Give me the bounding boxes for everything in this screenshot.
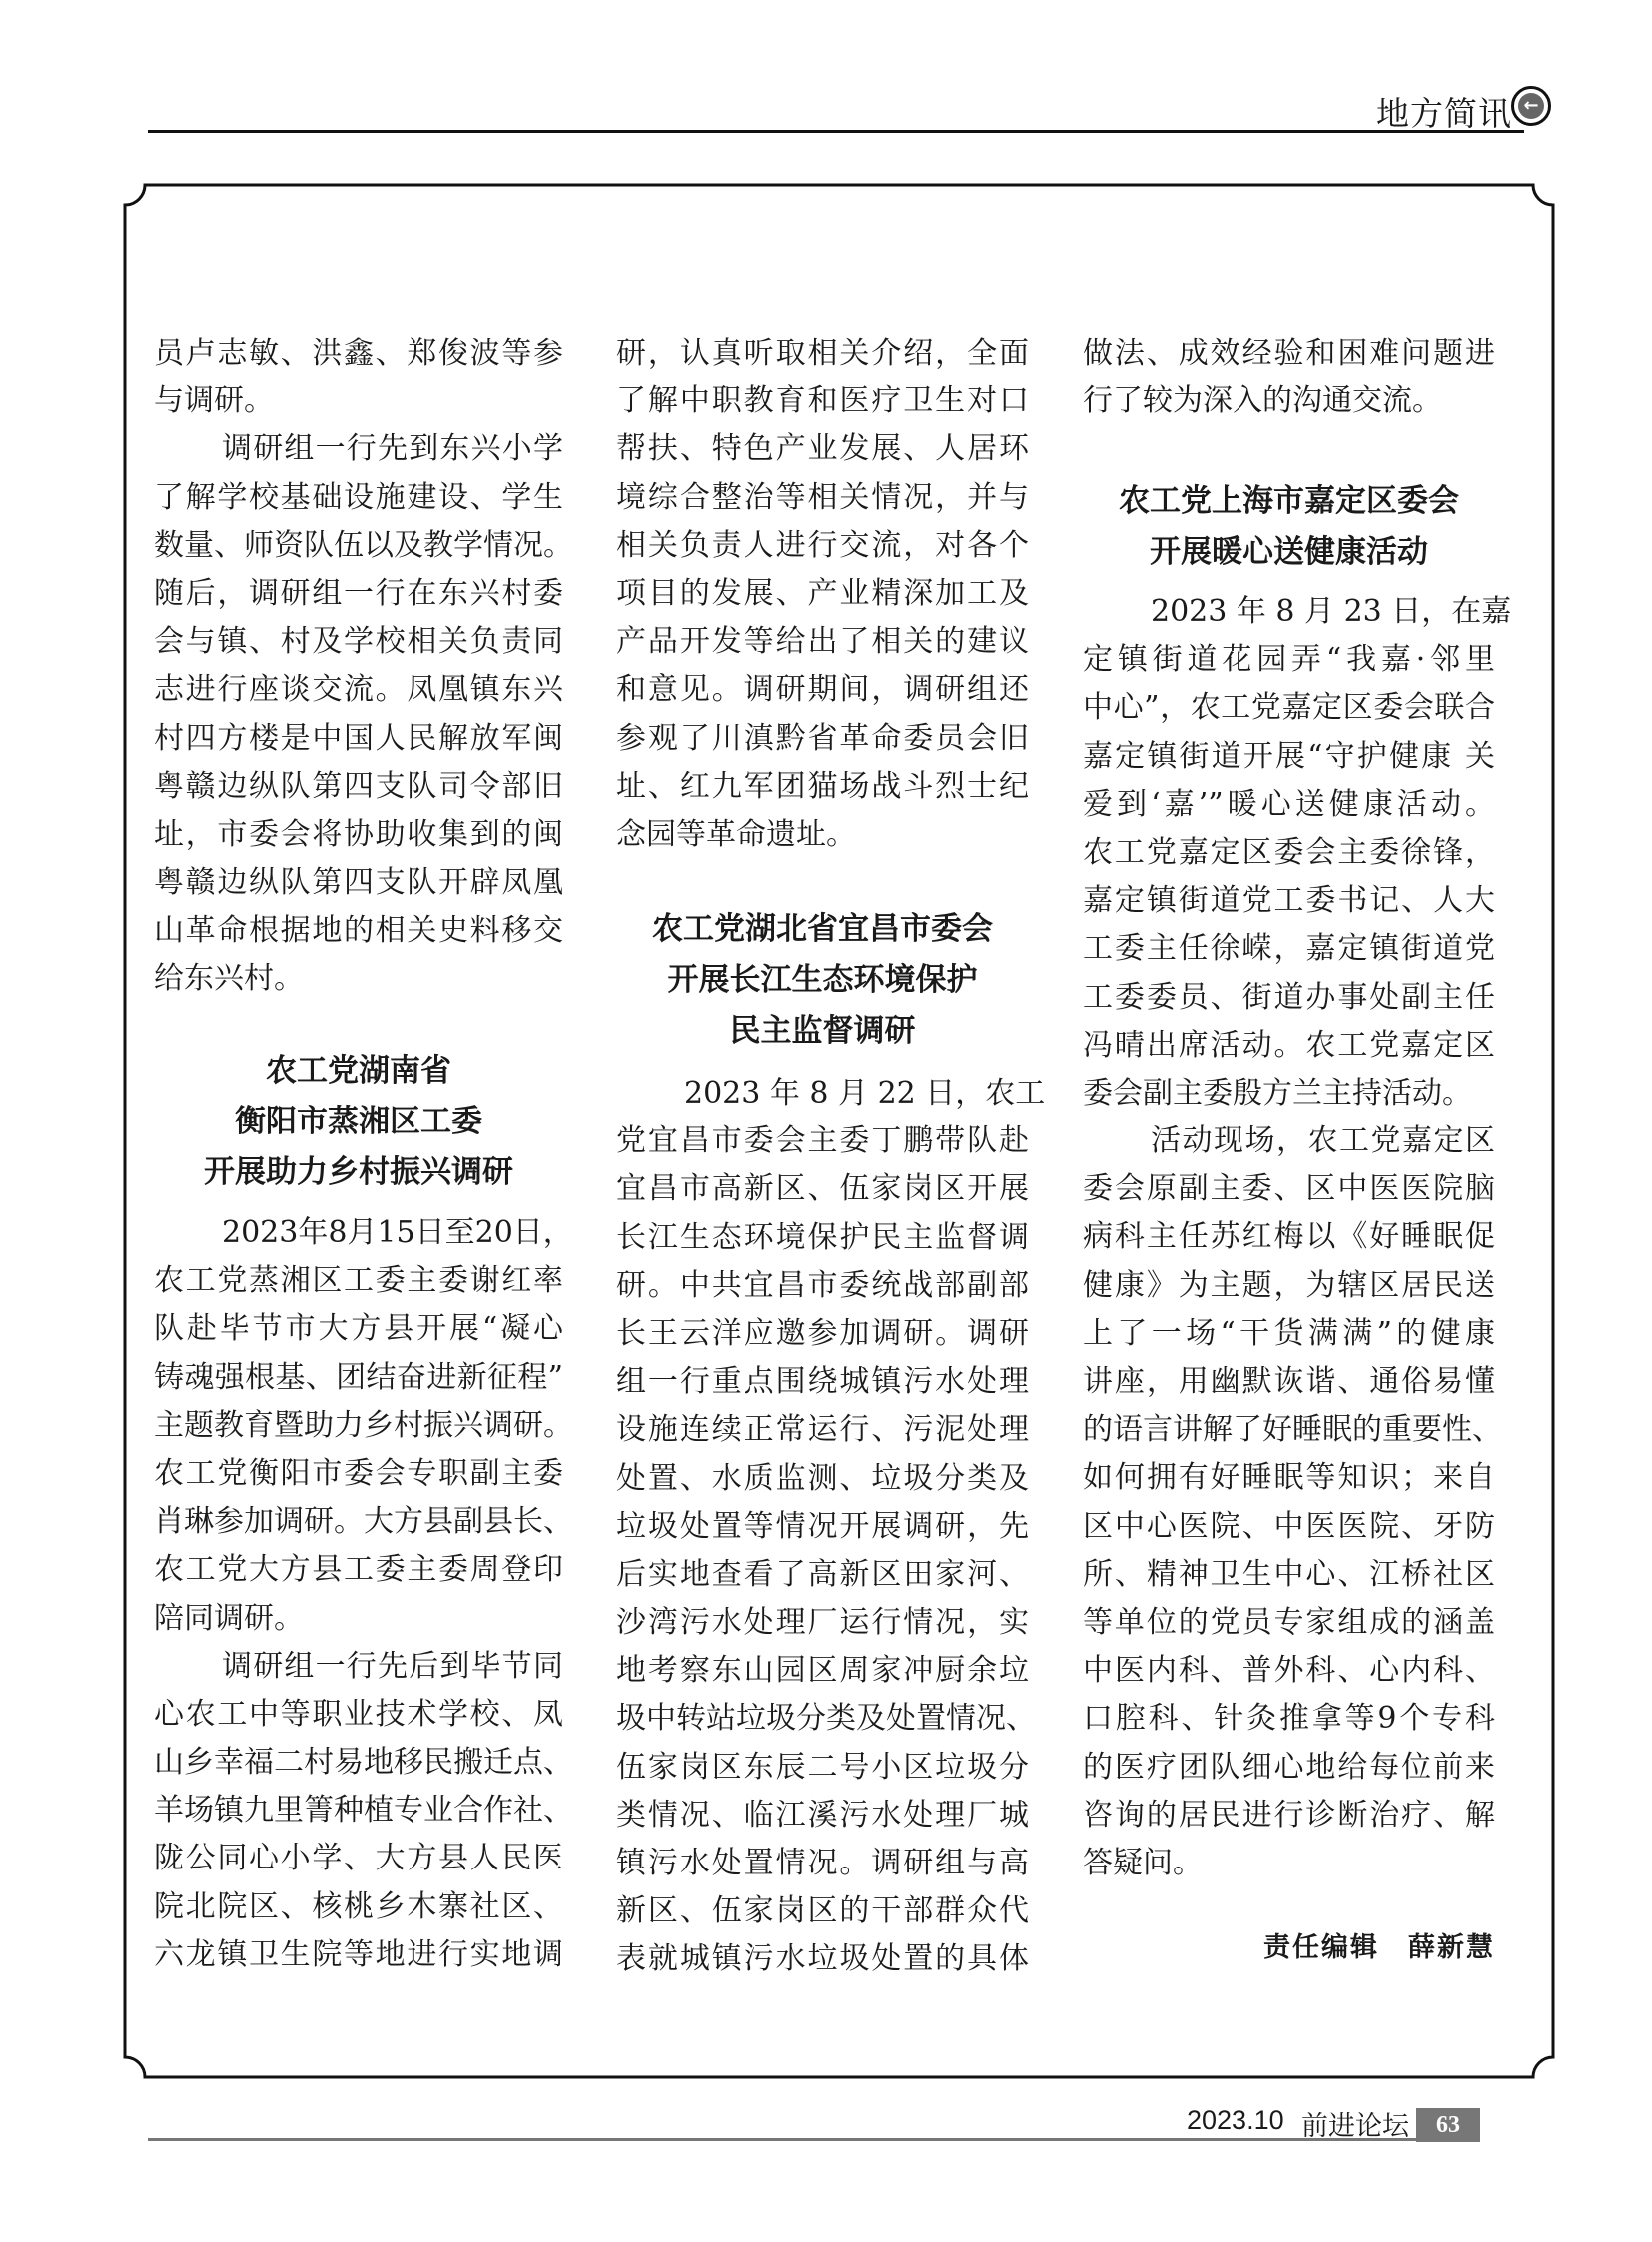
text-line: 数量、师资队伍以及教学情况。 xyxy=(154,527,573,563)
article-text xyxy=(616,1070,1046,1984)
text-line: 六龙镇卫生院等地进行实地调 xyxy=(154,1936,563,1972)
text-line: 冯晴出席活动。农工党嘉定区 xyxy=(1083,1027,1495,1063)
heading-line: 开展长江生态环境保护 xyxy=(667,962,978,998)
text-line: 员卢志敏、洪鑫、郑俊波等参 xyxy=(154,336,563,371)
text-line: 行了较为深入的沟通交流。 xyxy=(1083,383,1442,419)
text-line: 研，认真听取相关介绍，全面 xyxy=(616,336,1029,371)
text-line: 农工党大方县工委主委周登印 xyxy=(154,1552,563,1588)
footer-rule xyxy=(148,2138,1438,2141)
article-heading xyxy=(616,904,1029,1057)
text-line: 院北院区、核桃乡木寨社区、 xyxy=(154,1888,563,1924)
article-heading xyxy=(154,1046,563,1198)
text-line: 心农工中等职业技术学校、凤 xyxy=(154,1696,563,1732)
text-line: 新区、伍家岗区的干部群众代 xyxy=(616,1893,1029,1929)
article-text xyxy=(1083,588,1512,1887)
text-line: 讲座，用幽默诙谐、通俗易懂 xyxy=(1083,1364,1495,1399)
text-line: 处置、水质监测、垃圾分类及 xyxy=(616,1460,1029,1496)
text-line: 中心”，农工党嘉定区委会联合 xyxy=(1083,690,1495,726)
text-line: 念园等革命遗址。 xyxy=(616,816,856,852)
text-line: 农工党嘉定区委会主委徐锋， xyxy=(1083,834,1495,870)
text-line: 爱到‘嘉’”暖心送健康活动。 xyxy=(1083,786,1495,822)
text-line: 病科主任苏红梅以《好睡眠促 xyxy=(1083,1219,1495,1255)
text-line: 志进行座谈交流。凤凰镇东兴 xyxy=(154,672,563,708)
text-line: 宜昌市高新区、伍家岗区开展 xyxy=(616,1171,1029,1207)
heading-line: 农工党湖南省 xyxy=(266,1053,451,1089)
text-line: 的语言讲解了好睡眠的重要性、 xyxy=(1083,1412,1502,1448)
text-line: 研。中共宜昌市委统战部副部 xyxy=(616,1267,1029,1303)
magazine-name: 前进论坛 xyxy=(1301,2111,1409,2142)
text-line: 址、红九军团猫场战斗烈士纪 xyxy=(616,768,1029,804)
text-line: 境综合整治等相关情况，并与 xyxy=(616,479,1029,515)
text-line: 圾中转站垃圾分类及处置情况、 xyxy=(616,1701,1036,1737)
text-line: 主题教育暨助力乡村振兴调研。 xyxy=(154,1407,573,1443)
page-number: 63 xyxy=(1416,2108,1480,2142)
article-text xyxy=(154,330,573,1004)
text-line: 表就城镇污水垃圾处置的具体 xyxy=(616,1941,1029,1977)
text-line: 委会原副主委、区中医医院脑 xyxy=(1083,1171,1495,1207)
text-line: 和意见。调研期间，调研组还 xyxy=(616,672,1029,708)
text-line: 址，市委会将协助收集到的闽 xyxy=(154,816,563,852)
text-line: 健康》为主题，为辖区居民送 xyxy=(1083,1267,1495,1303)
text-line: 类情况、临江溪污水处理厂城 xyxy=(616,1797,1029,1833)
heading-line: 开展暖心送健康活动 xyxy=(1150,534,1428,570)
text-line: 咨询的居民进行诊断治疗、解 xyxy=(1083,1797,1495,1833)
text-line: 活动现场，农工党嘉定区 xyxy=(1151,1123,1495,1159)
text-line: 陇公同心小学、大方县人民医 xyxy=(154,1841,563,1876)
text-line: 组一行重点围绕城镇污水处理 xyxy=(616,1364,1029,1400)
text-line: 肖琳参加调研。大方县副县长、 xyxy=(154,1504,573,1540)
text-line: 与调研。 xyxy=(154,383,274,419)
text-line: 帮扶、特色产业发展、人居环 xyxy=(616,431,1029,467)
article-text xyxy=(154,1209,573,1979)
heading-line: 衡阳市蒸湘区工委 xyxy=(235,1104,482,1139)
text-line: 等单位的党员专家组成的涵盖 xyxy=(1083,1604,1495,1640)
text-line: 调研组一行先后到毕节同 xyxy=(222,1648,563,1684)
text-line: 给东兴村。 xyxy=(154,961,304,997)
text-line: 2023年8月15日至20日， xyxy=(222,1215,573,1250)
text-line: 伍家岗区东辰二号小区垃圾分 xyxy=(616,1749,1029,1785)
text-line: 铸魂强根基、团结奋进新征程” xyxy=(154,1359,563,1395)
text-line: 如何拥有好睡眠等知识；来自 xyxy=(1083,1460,1495,1496)
text-line: 设施连续正常运行、污泥处理 xyxy=(616,1412,1029,1448)
text-line: 山革命根据地的相关史料移交 xyxy=(154,913,563,949)
text-line: 村四方楼是中国人民解放军闽 xyxy=(154,720,563,756)
text-line: 垃圾处置等情况开展调研，先 xyxy=(616,1508,1029,1544)
text-line: 粤赣边纵队第四支队司令部旧 xyxy=(154,768,563,804)
text-line: 会与镇、村及学校相关负责同 xyxy=(154,624,563,660)
text-line: 工委主任徐嵘，嘉定镇街道党 xyxy=(1083,931,1495,967)
text-line: 2023 年 8 月 22 日，农工 xyxy=(684,1076,1046,1111)
editor-name: 薛新慧 xyxy=(1408,1932,1495,1963)
text-line: 长王云洋应邀参加调研。调研 xyxy=(616,1315,1029,1351)
article-text xyxy=(1083,330,1495,425)
text-line: 了解中职教育和医疗卫生对口 xyxy=(616,383,1029,419)
text-line: 参观了川滇黔省革命委员会旧 xyxy=(616,720,1029,756)
text-line: 项目的发展、产业精深加工及 xyxy=(616,575,1029,611)
text-line: 上了一场“干货满满”的健康 xyxy=(1083,1315,1495,1351)
text-line: 嘉定镇街道党工委书记、人大 xyxy=(1083,883,1495,919)
text-line: 的医疗团队细心地给每位前来 xyxy=(1083,1749,1495,1785)
editor-label: 责任编辑 xyxy=(1263,1932,1379,1963)
text-line: 定镇街道花园弄“我嘉·邻里 xyxy=(1083,642,1495,678)
text-line: 农工党蒸湘区工委主委谢红率 xyxy=(154,1263,563,1299)
editor-signature xyxy=(1263,1925,1495,1964)
circle-arrow-left-icon: ← xyxy=(1511,86,1551,126)
text-line: 山乡幸福二村易地移民搬迁点、 xyxy=(154,1745,573,1781)
text-line: 口腔科、针灸推拿等9个专科 xyxy=(1083,1701,1495,1737)
heading-line: 开展助力乡村振兴调研 xyxy=(204,1154,513,1190)
section-title: 地方简讯 xyxy=(1376,94,1512,133)
text-line: 农工党衡阳市委会专职副主委 xyxy=(154,1455,563,1491)
text-line: 2023 年 8 月 23 日，在嘉 xyxy=(1151,594,1512,629)
text-line: 调研组一行先到东兴小学 xyxy=(222,431,563,467)
text-line: 队赴毕节市大方县开展“凝心 xyxy=(154,1311,563,1347)
text-line: 产品开发等给出了相关的建议 xyxy=(616,624,1029,660)
article-heading xyxy=(1083,476,1495,578)
text-line: 嘉定镇街道开展“守护健康 关 xyxy=(1083,738,1495,774)
text-line: 党宜昌市委会主委丁鹏带队赴 xyxy=(616,1123,1029,1159)
text-line: 所、精神卫生中心、江桥社区 xyxy=(1083,1556,1495,1592)
text-line: 委会副主委殷方兰主持活动。 xyxy=(1083,1075,1472,1111)
heading-line: 农工党上海市嘉定区委会 xyxy=(1119,483,1459,519)
text-line: 做法、成效经验和困难问题进 xyxy=(1083,336,1495,371)
header-rule xyxy=(148,130,1524,133)
text-line: 羊场镇九里箐种植专业合作社、 xyxy=(154,1793,573,1829)
text-line: 陪同调研。 xyxy=(154,1600,304,1636)
text-line: 镇污水处置情况。调研组与高 xyxy=(616,1846,1029,1880)
text-line: 了解学校基础设施建设、学生 xyxy=(154,479,563,515)
article-text xyxy=(616,330,1029,859)
text-line: 相关负责人进行交流，对各个 xyxy=(616,527,1029,563)
text-line: 区中心医院、中医医院、牙防 xyxy=(1083,1508,1495,1544)
issue-date: 2023.10 xyxy=(1187,2105,1284,2135)
text-line: 粤赣边纵队第四支队开辟凤凰 xyxy=(154,865,563,901)
text-line: 中医内科、普外科、心内科、 xyxy=(1083,1653,1495,1689)
heading-line: 农工党湖北省宜昌市委会 xyxy=(652,911,993,947)
text-line: 答疑问。 xyxy=(1083,1845,1203,1880)
text-line: 长江生态环境保护民主监督调 xyxy=(616,1219,1029,1255)
text-line: 后实地查看了高新区田家河、 xyxy=(616,1556,1029,1592)
text-line: 工委委员、街道办事处副主任 xyxy=(1083,979,1495,1015)
text-line: 地考察东山园区周家冲厨余垃 xyxy=(616,1653,1029,1689)
heading-line: 民主监督调研 xyxy=(729,1013,916,1049)
text-line: 随后，调研组一行在东兴村委 xyxy=(154,575,563,611)
text-line: 沙湾污水处理厂运行情况，实 xyxy=(616,1605,1029,1641)
